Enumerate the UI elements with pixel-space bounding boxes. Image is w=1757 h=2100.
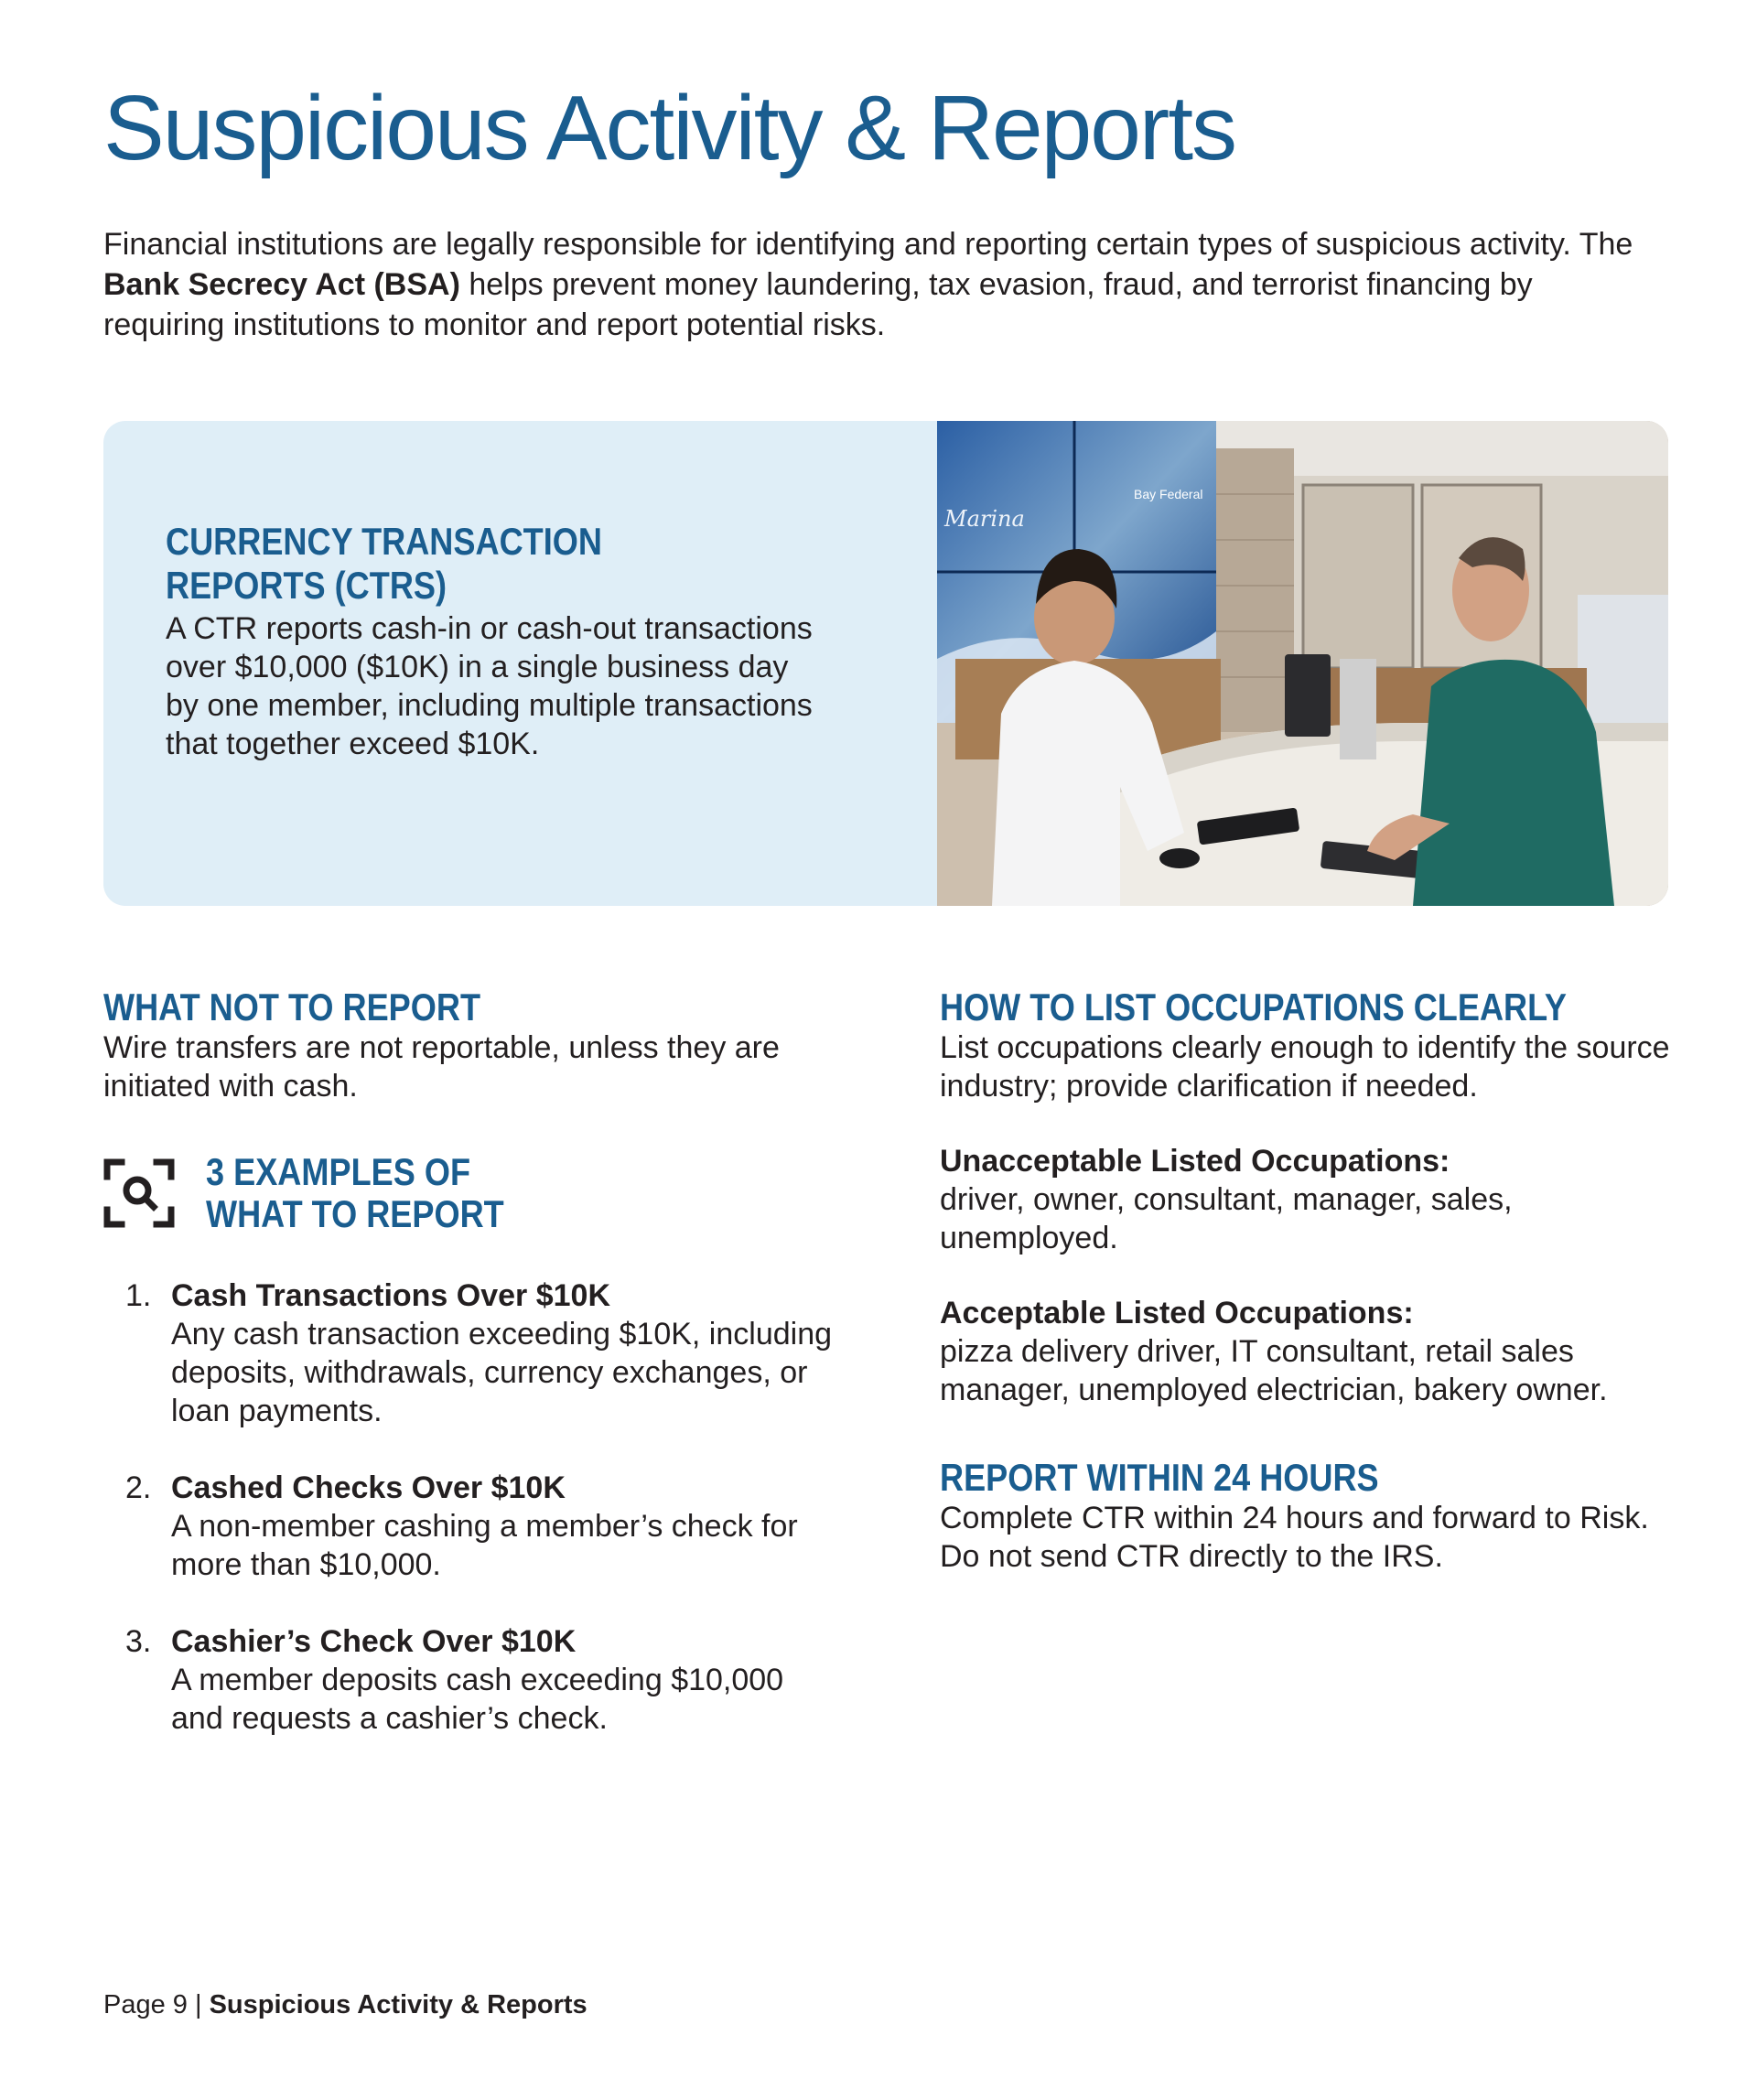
screen-caption: Marina (944, 506, 1025, 532)
page-title: Suspicious Activity & Reports (103, 77, 1235, 179)
what-not-to-report-section (103, 986, 835, 1105)
footer-section-title: Suspicious Activity & Reports (209, 1990, 587, 2019)
report-within-body: Complete CTR within 24 hours and forward to Risk. Do not send CTR directly to the IRS. (940, 1501, 1649, 1574)
report-within-heading: REPORT WITHIN 24 HOURS (940, 1456, 1379, 1499)
right-column (940, 986, 1690, 1576)
ctr-body: A CTR reports cash-in or cash-out transactions over $10,000 ($10K) in a single business day by one member, including multiple transactions that together exceed $10K. (166, 611, 813, 761)
ctr-heading: CURRENCY TRANSACTION REPORTS (CTRS) (166, 520, 602, 607)
unacceptable-list: driver, owner, consultant, manager, sales, unemployed. (940, 1182, 1513, 1255)
acceptable-list: pizza delivery driver, IT consultant, retail sales manager, unemployed electrician, bakery owner. (940, 1334, 1608, 1407)
what-not-body: Wire transfers are not reportable, unless they are initiated with cash. (103, 1030, 780, 1104)
intro-text-end: helps prevent money laundering, tax evasion, fraud, and terrorist financing by requiring institutions to monitor and report potential risks. (103, 267, 1533, 342)
photo-illustration (937, 421, 1668, 906)
list-item (125, 1622, 839, 1738)
examples-list (125, 1276, 839, 1776)
footer-separator: | (187, 1990, 210, 2019)
intro-paragraph (103, 224, 1641, 345)
list-item-number: 2. (125, 1470, 152, 1505)
acceptable-label: Acceptable Listed Occupations: (940, 1296, 1414, 1330)
list-item-description: Any cash transaction exceeding $10K, including deposits, withdrawals, currency exchanges, or loan payments. (171, 1317, 833, 1428)
list-item-title: Cash Transactions Over $10K (171, 1278, 611, 1313)
examples-heading-block (103, 1151, 835, 1233)
intro-bold-term: Bank Secrecy Act (BSA) (103, 267, 460, 302)
unacceptable-label: Unacceptable Listed Occupations: (940, 1144, 1450, 1179)
what-not-heading: WHAT NOT TO REPORT (103, 985, 481, 1028)
search-frame-icon (103, 1158, 175, 1228)
page-number: Page 9 (103, 1990, 188, 2019)
page-footer (103, 1988, 587, 2021)
list-item-title: Cashed Checks Over $10K (171, 1470, 566, 1505)
examples-heading: 3 EXAMPLES OF WHAT TO REPORT (206, 1150, 504, 1235)
list-item-title: Cashier’s Check Over $10K (171, 1624, 577, 1659)
list-item-number: 1. (125, 1278, 152, 1313)
ctr-text-block (166, 520, 825, 763)
ctr-info-card (103, 421, 1668, 906)
occupations-heading: HOW TO LIST OCCUPATIONS CLEARLY (940, 985, 1567, 1028)
list-item-number: 3. (125, 1624, 152, 1659)
list-item (125, 1469, 839, 1584)
list-item (125, 1276, 839, 1430)
screen-logo: Bay Federal (1134, 487, 1203, 501)
branch-teller-photo (937, 421, 1668, 906)
list-item-description: A member deposits cash exceeding $10,000 and requests a cashier’s check. (171, 1663, 784, 1736)
intro-text-start: Financial institutions are legally responsible for identifying and reporting certain types of suspicious activity. The (103, 227, 1633, 262)
list-item-description: A non-member cashing a member’s check for more than $10,000. (171, 1509, 798, 1582)
occupations-body: List occupations clearly enough to identify the source industry; provide clarification if needed. (940, 1030, 1670, 1104)
